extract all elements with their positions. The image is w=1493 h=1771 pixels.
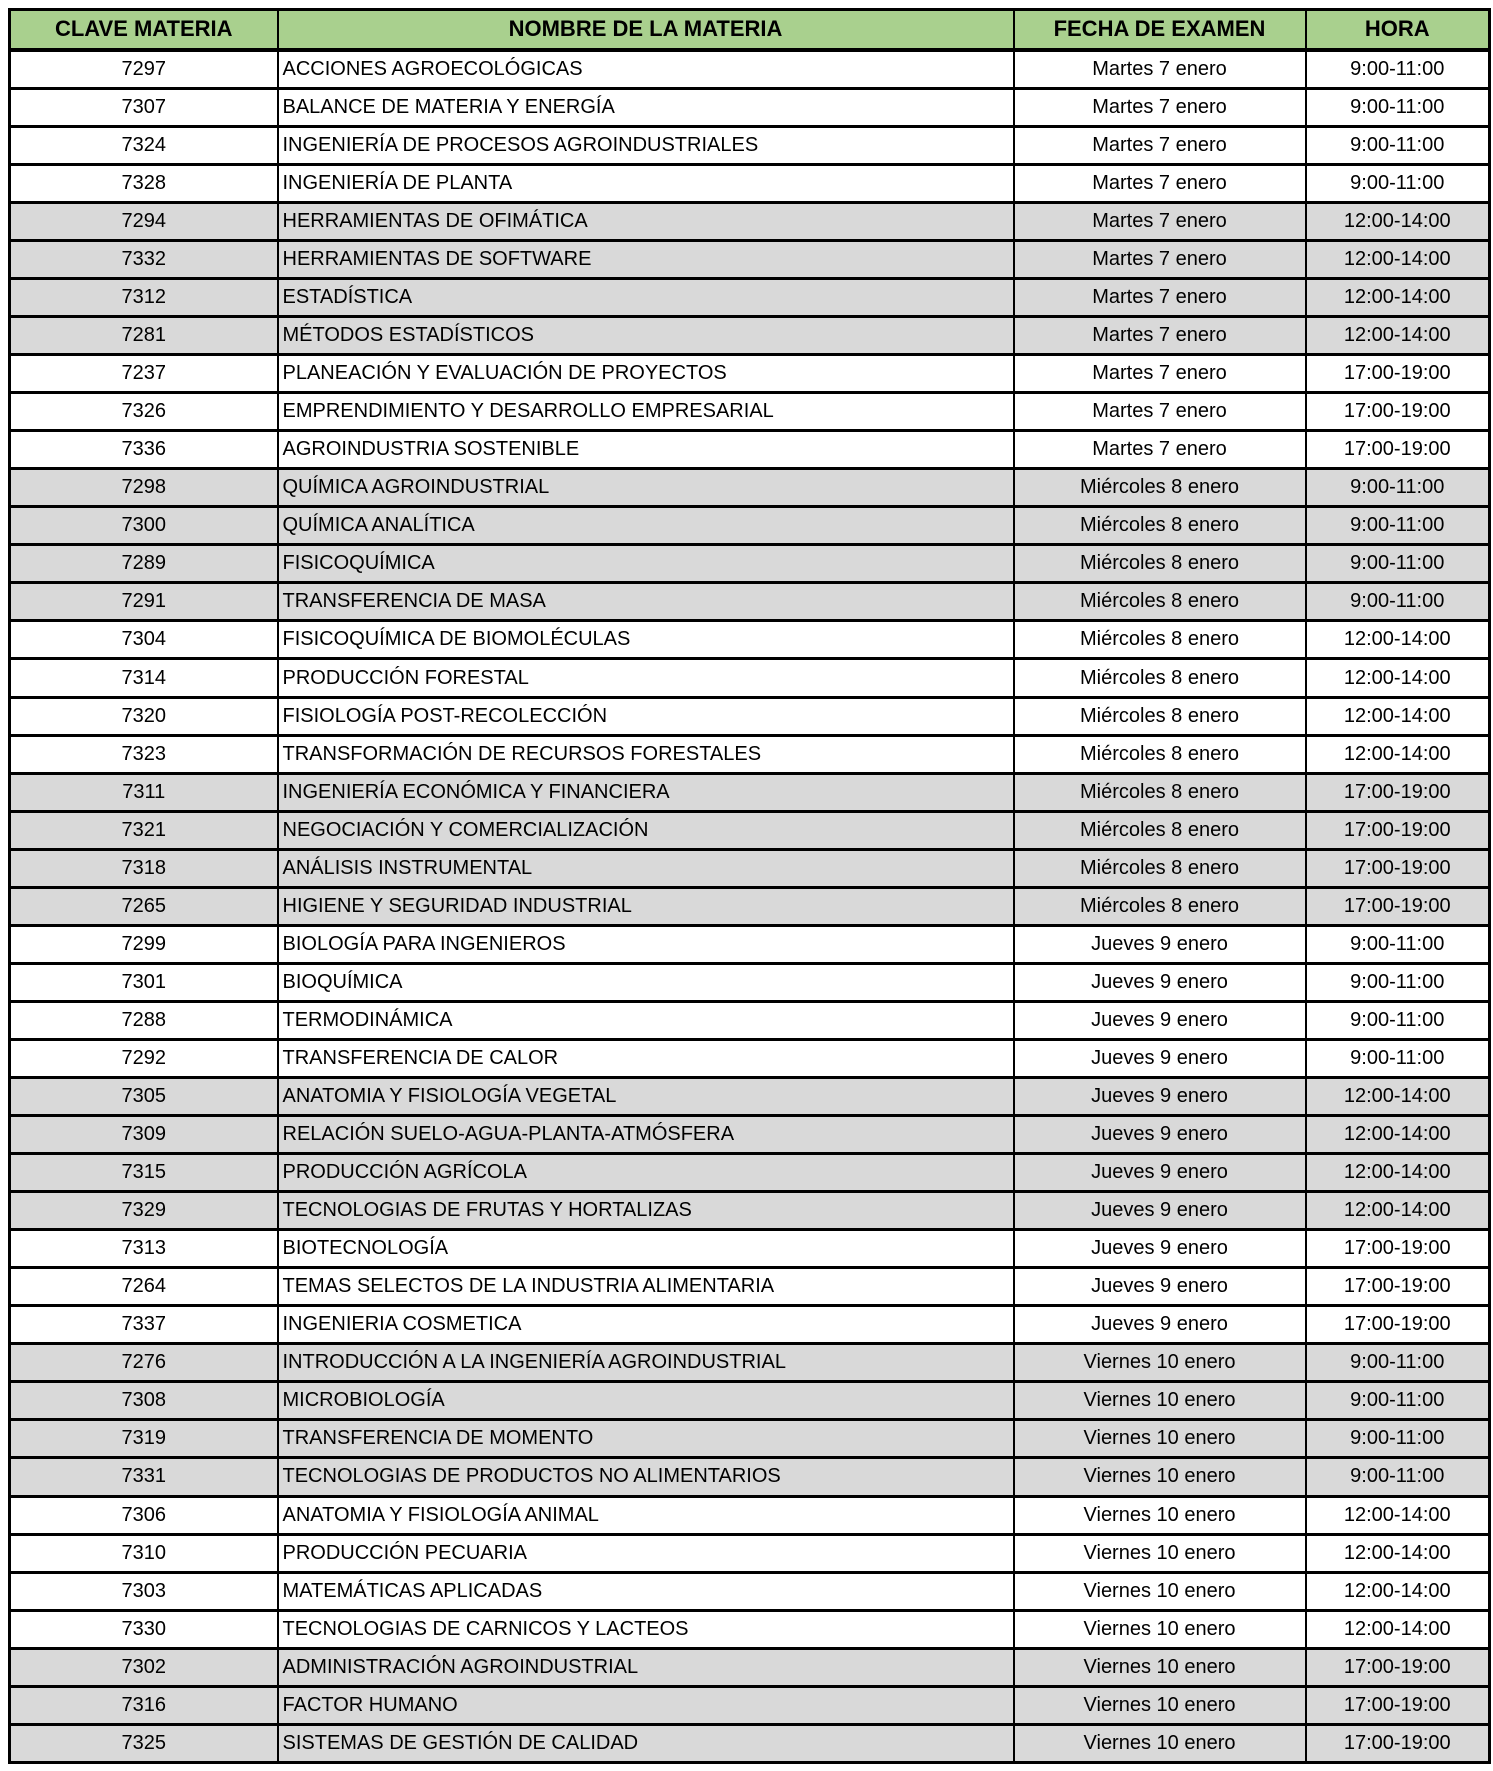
cell-fecha: Miércoles 8 enero [1014,811,1306,849]
table-row [10,811,1490,849]
table-row [10,279,1490,317]
table-row [10,240,1490,278]
cell-nombre: PRODUCCIÓN PECUARIA [278,1534,1014,1572]
cell-clave: 7292 [10,1039,278,1077]
cell-nombre: HIGIENE Y SEGURIDAD INDUSTRIAL [278,887,1014,925]
cell-fecha: Miércoles 8 enero [1014,507,1306,545]
cell-fecha: Viernes 10 enero [1014,1610,1306,1648]
cell-hora: 17:00-19:00 [1306,1648,1490,1686]
cell-nombre: QUÍMICA ANALÍTICA [278,507,1014,545]
cell-clave: 7337 [10,1306,278,1344]
cell-hora: 17:00-19:00 [1306,355,1490,393]
cell-clave: 7316 [10,1686,278,1724]
cell-clave: 7332 [10,240,278,278]
column-header-hora: HORA [1306,10,1490,50]
cell-nombre: ACCIONES AGROECOLÓGICAS [278,50,1014,89]
cell-hora: 17:00-19:00 [1306,1686,1490,1724]
cell-fecha: Martes 7 enero [1014,317,1306,355]
cell-hora: 9:00-11:00 [1306,1382,1490,1420]
cell-fecha: Martes 7 enero [1014,240,1306,278]
cell-nombre: RELACIÓN SUELO-AGUA-PLANTA-ATMÓSFERA [278,1116,1014,1154]
cell-fecha: Martes 7 enero [1014,393,1306,431]
cell-hora: 9:00-11:00 [1306,963,1490,1001]
cell-hora: 17:00-19:00 [1306,431,1490,469]
table-row [10,393,1490,431]
cell-hora: 17:00-19:00 [1306,393,1490,431]
cell-fecha: Jueves 9 enero [1014,1306,1306,1344]
cell-clave: 7288 [10,1001,278,1039]
cell-nombre: BIOQUÍMICA [278,963,1014,1001]
table-row [10,697,1490,735]
table-row [10,1458,1490,1496]
column-header-fecha-examen: FECHA DE EXAMEN [1014,10,1306,50]
cell-clave: 7305 [10,1078,278,1116]
cell-fecha: Martes 7 enero [1014,431,1306,469]
cell-clave: 7308 [10,1382,278,1420]
cell-fecha: Miércoles 8 enero [1014,735,1306,773]
cell-hora: 12:00-14:00 [1306,317,1490,355]
cell-fecha: Viernes 10 enero [1014,1534,1306,1572]
cell-nombre: INTRODUCCIÓN A LA INGENIERÍA AGROINDUSTRIAL [278,1344,1014,1382]
cell-nombre: TECNOLOGIAS DE FRUTAS Y HORTALIZAS [278,1192,1014,1230]
cell-hora: 12:00-14:00 [1306,1534,1490,1572]
cell-clave: 7291 [10,583,278,621]
cell-clave: 7325 [10,1724,278,1762]
cell-fecha: Viernes 10 enero [1014,1572,1306,1610]
cell-clave: 7237 [10,355,278,393]
cell-nombre: FISICOQUÍMICA DE BIOMOLÉCULAS [278,621,1014,659]
table-row [10,621,1490,659]
table-row [10,1039,1490,1077]
cell-clave: 7313 [10,1230,278,1268]
table-row [10,659,1490,697]
cell-clave: 7304 [10,621,278,659]
table-row [10,1686,1490,1724]
cell-clave: 7297 [10,50,278,89]
exam-schedule [8,8,1491,1764]
cell-hora: 12:00-14:00 [1306,1154,1490,1192]
cell-nombre: TECNOLOGIAS DE CARNICOS Y LACTEOS [278,1610,1014,1648]
cell-nombre: TEMAS SELECTOS DE LA INDUSTRIA ALIMENTARIA [278,1268,1014,1306]
table-row [10,469,1490,507]
cell-hora: 12:00-14:00 [1306,697,1490,735]
cell-hora: 12:00-14:00 [1306,621,1490,659]
cell-clave: 7321 [10,811,278,849]
cell-nombre: NEGOCIACIÓN Y COMERCIALIZACIÓN [278,811,1014,849]
cell-clave: 7315 [10,1154,278,1192]
cell-hora: 9:00-11:00 [1306,126,1490,164]
cell-hora: 12:00-14:00 [1306,659,1490,697]
cell-fecha: Miércoles 8 enero [1014,583,1306,621]
table-row [10,431,1490,469]
cell-clave: 7331 [10,1458,278,1496]
cell-nombre: QUÍMICA AGROINDUSTRIAL [278,469,1014,507]
cell-fecha: Martes 7 enero [1014,202,1306,240]
cell-nombre: HERRAMIENTAS DE SOFTWARE [278,240,1014,278]
cell-nombre: TECNOLOGIAS DE PRODUCTOS NO ALIMENTARIOS [278,1458,1014,1496]
cell-hora: 9:00-11:00 [1306,469,1490,507]
cell-hora: 12:00-14:00 [1306,1610,1490,1648]
cell-fecha: Viernes 10 enero [1014,1724,1306,1762]
table-row [10,88,1490,126]
table-row [10,735,1490,773]
cell-clave: 7326 [10,393,278,431]
table-row [10,887,1490,925]
cell-clave: 7276 [10,1344,278,1382]
cell-hora: 9:00-11:00 [1306,1039,1490,1077]
table-row [10,164,1490,202]
cell-hora: 12:00-14:00 [1306,202,1490,240]
cell-clave: 7319 [10,1420,278,1458]
cell-clave: 7303 [10,1572,278,1610]
cell-clave: 7324 [10,126,278,164]
cell-fecha: Martes 7 enero [1014,164,1306,202]
table-row [10,1382,1490,1420]
cell-nombre: INGENIERÍA DE PROCESOS AGROINDUSTRIALES [278,126,1014,164]
cell-fecha: Martes 7 enero [1014,88,1306,126]
cell-hora: 9:00-11:00 [1306,507,1490,545]
table-row [10,1116,1490,1154]
cell-hora: 9:00-11:00 [1306,925,1490,963]
table-row [10,849,1490,887]
table-row [10,545,1490,583]
cell-fecha: Miércoles 8 enero [1014,849,1306,887]
cell-nombre: BIOLOGÍA PARA INGENIEROS [278,925,1014,963]
column-header-clave-materia: CLAVE MATERIA [10,10,278,50]
cell-clave: 7306 [10,1496,278,1534]
table-row [10,317,1490,355]
cell-hora: 12:00-14:00 [1306,1192,1490,1230]
cell-nombre: INGENIERIA COSMETICA [278,1306,1014,1344]
cell-fecha: Martes 7 enero [1014,355,1306,393]
cell-nombre: HERRAMIENTAS DE OFIMÁTICA [278,202,1014,240]
cell-fecha: Jueves 9 enero [1014,1039,1306,1077]
cell-fecha: Viernes 10 enero [1014,1496,1306,1534]
table-row [10,1268,1490,1306]
cell-clave: 7328 [10,164,278,202]
table-row [10,963,1490,1001]
table-row [10,50,1490,89]
cell-fecha: Miércoles 8 enero [1014,469,1306,507]
cell-nombre: BALANCE DE MATERIA Y ENERGÍA [278,88,1014,126]
cell-nombre: TERMODINÁMICA [278,1001,1014,1039]
cell-fecha: Miércoles 8 enero [1014,621,1306,659]
cell-nombre: MÉTODOS ESTADÍSTICOS [278,317,1014,355]
cell-fecha: Viernes 10 enero [1014,1686,1306,1724]
table-row [10,1724,1490,1762]
cell-nombre: INGENIERÍA DE PLANTA [278,164,1014,202]
cell-clave: 7289 [10,545,278,583]
cell-nombre: EMPRENDIMIENTO Y DESARROLLO EMPRESARIAL [278,393,1014,431]
cell-fecha: Jueves 9 enero [1014,1154,1306,1192]
cell-fecha: Miércoles 8 enero [1014,659,1306,697]
table-row [10,925,1490,963]
cell-hora: 17:00-19:00 [1306,849,1490,887]
cell-clave: 7294 [10,202,278,240]
cell-nombre: BIOTECNOLOGÍA [278,1230,1014,1268]
cell-fecha: Viernes 10 enero [1014,1458,1306,1496]
cell-nombre: ANATOMIA Y FISIOLOGÍA VEGETAL [278,1078,1014,1116]
cell-hora: 9:00-11:00 [1306,1420,1490,1458]
cell-hora: 12:00-14:00 [1306,279,1490,317]
cell-clave: 7299 [10,925,278,963]
cell-hora: 9:00-11:00 [1306,164,1490,202]
cell-hora: 17:00-19:00 [1306,1268,1490,1306]
table-row [10,1078,1490,1116]
cell-fecha: Jueves 9 enero [1014,1268,1306,1306]
cell-nombre: TRANSFERENCIA DE MASA [278,583,1014,621]
cell-nombre: ESTADÍSTICA [278,279,1014,317]
cell-nombre: INGENIERÍA ECONÓMICA Y FINANCIERA [278,773,1014,811]
cell-fecha: Jueves 9 enero [1014,1078,1306,1116]
cell-nombre: SISTEMAS DE GESTIÓN DE CALIDAD [278,1724,1014,1762]
cell-nombre: FISICOQUÍMICA [278,545,1014,583]
cell-hora: 12:00-14:00 [1306,1078,1490,1116]
table-row [10,1648,1490,1686]
cell-clave: 7323 [10,735,278,773]
table-row [10,355,1490,393]
cell-hora: 9:00-11:00 [1306,50,1490,89]
cell-hora: 17:00-19:00 [1306,1306,1490,1344]
cell-nombre: PRODUCCIÓN AGRÍCOLA [278,1154,1014,1192]
cell-nombre: PLANEACIÓN Y EVALUACIÓN DE PROYECTOS [278,355,1014,393]
cell-hora: 17:00-19:00 [1306,1724,1490,1762]
cell-clave: 7301 [10,963,278,1001]
cell-hora: 12:00-14:00 [1306,735,1490,773]
cell-clave: 7302 [10,1648,278,1686]
cell-hora: 12:00-14:00 [1306,240,1490,278]
table-row [10,1192,1490,1230]
cell-hora: 9:00-11:00 [1306,1458,1490,1496]
cell-clave: 7300 [10,507,278,545]
table-row [10,1420,1490,1458]
cell-hora: 17:00-19:00 [1306,887,1490,925]
cell-clave: 7264 [10,1268,278,1306]
cell-clave: 7329 [10,1192,278,1230]
cell-hora: 17:00-19:00 [1306,811,1490,849]
cell-clave: 7318 [10,849,278,887]
table-row [10,1610,1490,1648]
cell-fecha: Viernes 10 enero [1014,1382,1306,1420]
table-row [10,1230,1490,1268]
cell-fecha: Viernes 10 enero [1014,1648,1306,1686]
cell-nombre: ANATOMIA Y FISIOLOGÍA ANIMAL [278,1496,1014,1534]
cell-hora: 9:00-11:00 [1306,545,1490,583]
cell-hora: 17:00-19:00 [1306,773,1490,811]
cell-fecha: Jueves 9 enero [1014,1001,1306,1039]
cell-nombre: TRANSFORMACIÓN DE RECURSOS FORESTALES [278,735,1014,773]
cell-clave: 7312 [10,279,278,317]
cell-hora: 17:00-19:00 [1306,1230,1490,1268]
cell-hora: 9:00-11:00 [1306,583,1490,621]
header-row [10,10,1490,50]
cell-clave: 7336 [10,431,278,469]
cell-nombre: TRANSFERENCIA DE CALOR [278,1039,1014,1077]
cell-fecha: Jueves 9 enero [1014,1116,1306,1154]
table-row [10,773,1490,811]
cell-fecha: Jueves 9 enero [1014,925,1306,963]
table-row [10,1344,1490,1382]
cell-hora: 12:00-14:00 [1306,1572,1490,1610]
table-row [10,126,1490,164]
cell-nombre: ADMINISTRACIÓN AGROINDUSTRIAL [278,1648,1014,1686]
cell-fecha: Miércoles 8 enero [1014,887,1306,925]
cell-clave: 7265 [10,887,278,925]
cell-clave: 7309 [10,1116,278,1154]
cell-fecha: Miércoles 8 enero [1014,697,1306,735]
cell-clave: 7311 [10,773,278,811]
table-row [10,583,1490,621]
table-row [10,1572,1490,1610]
cell-hora: 12:00-14:00 [1306,1496,1490,1534]
cell-fecha: Viernes 10 enero [1014,1420,1306,1458]
cell-fecha: Martes 7 enero [1014,126,1306,164]
exam-schedule-table [8,8,1491,1764]
cell-nombre: MICROBIOLOGÍA [278,1382,1014,1420]
cell-fecha: Miércoles 8 enero [1014,773,1306,811]
table-row [10,1496,1490,1534]
cell-nombre: ANÁLISIS INSTRUMENTAL [278,849,1014,887]
cell-hora: 9:00-11:00 [1306,1001,1490,1039]
column-header-nombre-materia: NOMBRE DE LA MATERIA [278,10,1014,50]
cell-nombre: FACTOR HUMANO [278,1686,1014,1724]
table-row [10,1154,1490,1192]
cell-fecha: Jueves 9 enero [1014,963,1306,1001]
cell-nombre: FISIOLOGÍA POST-RECOLECCIÓN [278,697,1014,735]
cell-hora: 9:00-11:00 [1306,1344,1490,1382]
table-row [10,1306,1490,1344]
cell-clave: 7307 [10,88,278,126]
cell-fecha: Martes 7 enero [1014,50,1306,89]
cell-hora: 12:00-14:00 [1306,1116,1490,1154]
cell-fecha: Miércoles 8 enero [1014,545,1306,583]
table-row [10,1001,1490,1039]
cell-hora: 9:00-11:00 [1306,88,1490,126]
cell-clave: 7298 [10,469,278,507]
table-row [10,202,1490,240]
cell-clave: 7330 [10,1610,278,1648]
cell-clave: 7281 [10,317,278,355]
cell-clave: 7310 [10,1534,278,1572]
cell-nombre: PRODUCCIÓN FORESTAL [278,659,1014,697]
cell-nombre: TRANSFERENCIA DE MOMENTO [278,1420,1014,1458]
cell-nombre: AGROINDUSTRIA SOSTENIBLE [278,431,1014,469]
cell-fecha: Jueves 9 enero [1014,1230,1306,1268]
cell-fecha: Jueves 9 enero [1014,1192,1306,1230]
cell-nombre: MATEMÁTICAS APLICADAS [278,1572,1014,1610]
cell-clave: 7320 [10,697,278,735]
table-row [10,1534,1490,1572]
table-row [10,507,1490,545]
cell-fecha: Viernes 10 enero [1014,1344,1306,1382]
cell-fecha: Martes 7 enero [1014,279,1306,317]
cell-clave: 7314 [10,659,278,697]
